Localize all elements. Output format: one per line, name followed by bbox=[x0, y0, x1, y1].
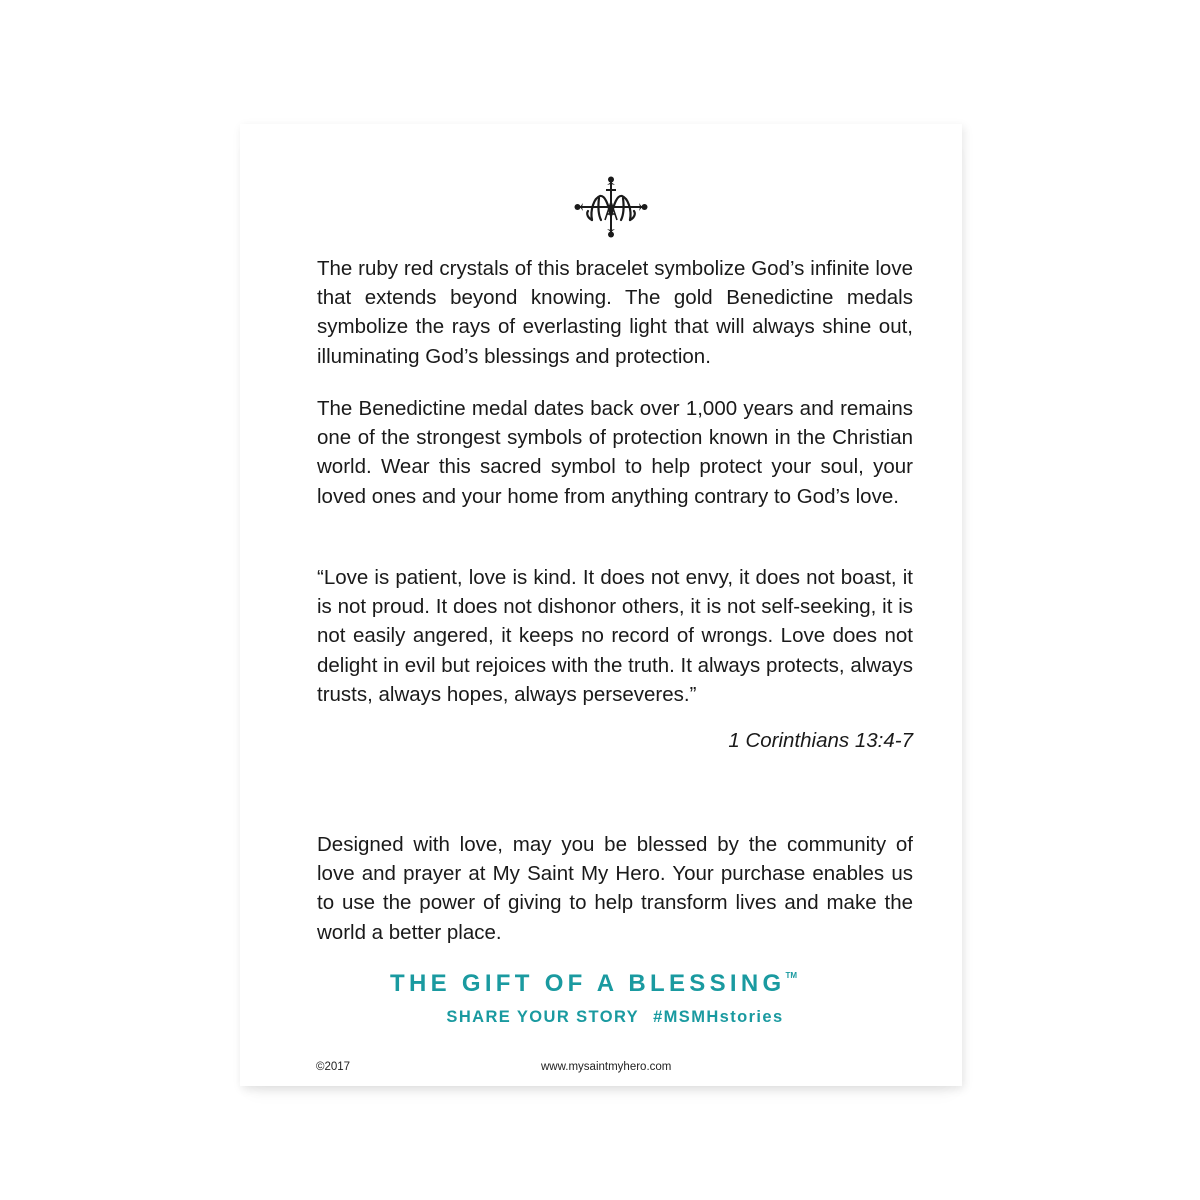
ruby-crystals-paragraph: The ruby red crystals of this bracelet symbolize God’s infinite love that extends beyond knowing. The gold Benedictine medals symbolize the rays of everlasting light that will always shine out, illuminating God’s blessings and protection. bbox=[317, 257, 913, 368]
share-your-story-text: SHARE YOUR STORY bbox=[446, 1008, 640, 1026]
blessing-card bbox=[240, 124, 962, 1086]
gift-of-a-blessing-title bbox=[390, 970, 797, 998]
designed-with-love-paragraph: Designed with love, may you be blessed by the community of love and prayer at My Saint My Hero. Your purchase enables us to use the power of giving to help transform lives and make the world a better place. bbox=[317, 833, 913, 944]
copyright-notice: ©2017 bbox=[316, 1061, 351, 1073]
auspice-maria-cross-icon bbox=[574, 176, 648, 238]
share-your-story-line bbox=[317, 1008, 913, 1027]
benedictine-medal-paragraph: The Benedictine medal dates back over 1,000 years and remains one of the strongest symbols of protection known in the Christian world. Wear this sacred symbol to help protect your soul, your loved ones and your home from anything contrary to God’s love. bbox=[317, 397, 913, 508]
scripture-citation: 1 Corinthians 13:4-7 bbox=[728, 729, 913, 752]
gift-title-text: THE GIFT OF A BLESSING bbox=[390, 970, 786, 997]
scripture-quote-paragraph: “Love is patient, love is kind. It does not envy, it does not boast, it is not proud. It does not dishonor others, it is not self-seeking, it is not easily angered, it keeps no record of wrongs. Love does not delight in evil but rejoices with the truth. It always protects, always trusts, always hopes, always perseveres.” bbox=[317, 566, 913, 706]
msmh-hashtag: #MSMHstories bbox=[653, 1008, 784, 1026]
trademark-mark: TM bbox=[785, 971, 798, 980]
website-url: www.mysaintmyhero.com bbox=[541, 1061, 672, 1073]
